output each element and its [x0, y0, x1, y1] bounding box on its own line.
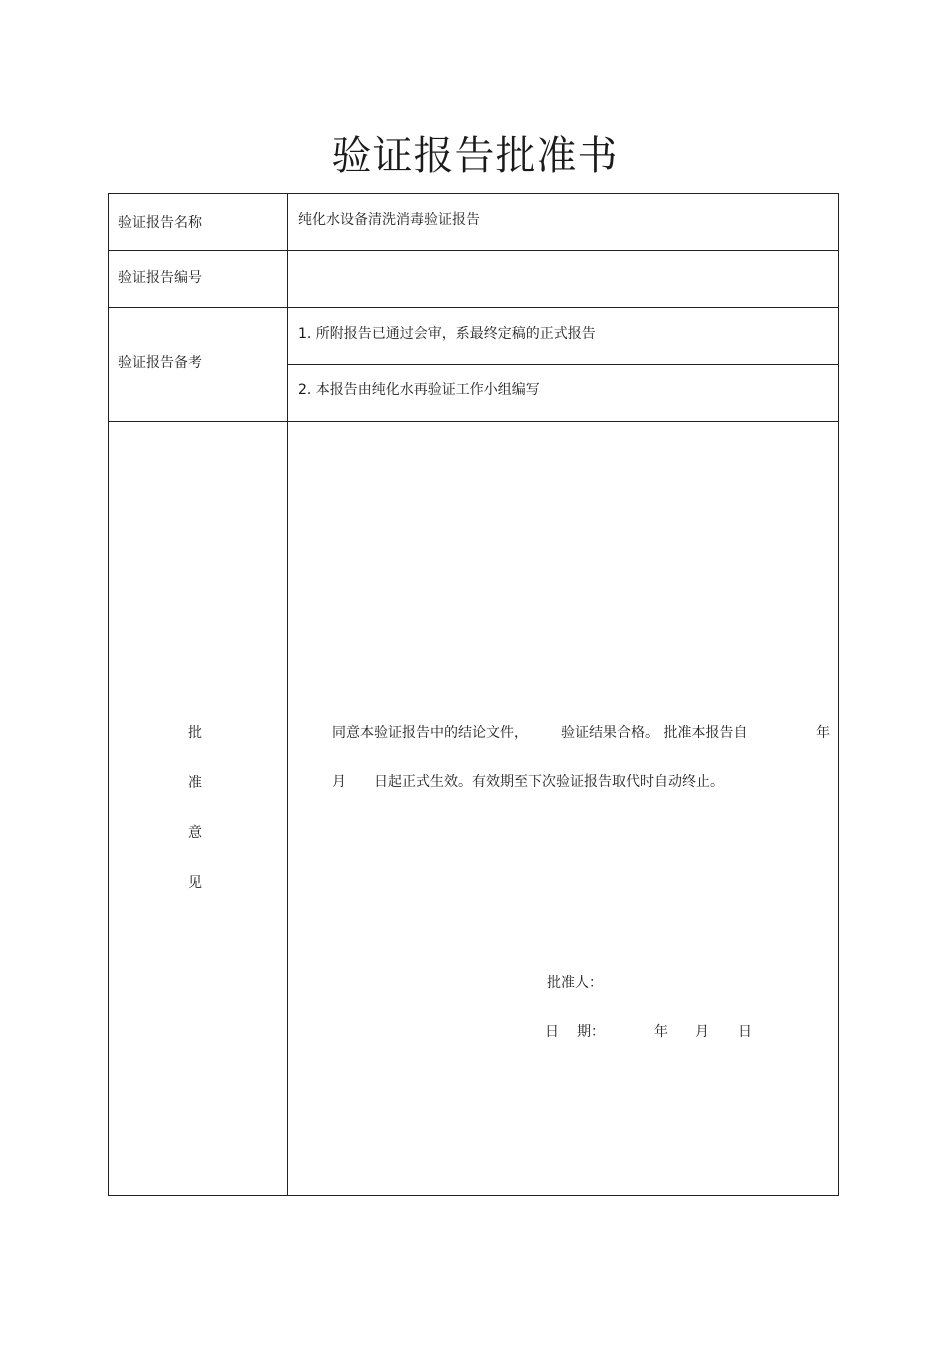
date-label-ri: 日: [545, 1024, 559, 1040]
approval-statement-part2: 验证结果合格。 批准本报告自: [561, 725, 748, 741]
approval-form-table: [108, 193, 839, 1196]
report-name-value: 纯化水设备清洗消毒验证报告: [298, 212, 480, 228]
date-year: 年: [654, 1024, 668, 1040]
approval-statement-part1: 同意本验证报告中的结论文件，: [332, 725, 528, 741]
approval-label-char: 意: [188, 825, 202, 841]
approval-statement-month: 月: [332, 774, 346, 790]
remark-item: 1. 所附报告已通过会审，系最终定稿的正式报告: [298, 326, 596, 342]
date-day: 日: [738, 1024, 752, 1040]
report-remarks-label: 验证报告备考: [118, 355, 202, 371]
row-divider: [288, 364, 839, 365]
approval-label-char: 见: [188, 875, 202, 891]
report-number-label: 验证报告编号: [118, 270, 202, 286]
approval-statement-part3: 日起正式生效。有效期至下次验证报告取代时自动终止。: [374, 774, 724, 790]
remark-item: 2. 本报告由纯化水再验证工作小组编写: [298, 382, 540, 398]
column-divider: [287, 193, 288, 1196]
document-title: 验证报告批准书: [331, 133, 619, 179]
row-divider: [108, 307, 839, 308]
approval-statement-year: 年: [816, 725, 830, 741]
approver-label: 批准人：: [547, 975, 603, 991]
approval-label-char: 准: [188, 775, 202, 791]
date-label-qi: 期：: [577, 1024, 605, 1040]
date-month: 月: [695, 1024, 709, 1040]
approval-label-char: 批: [188, 725, 202, 741]
report-name-label: 验证报告名称: [118, 215, 202, 231]
row-divider: [108, 421, 839, 422]
row-divider: [108, 250, 839, 251]
